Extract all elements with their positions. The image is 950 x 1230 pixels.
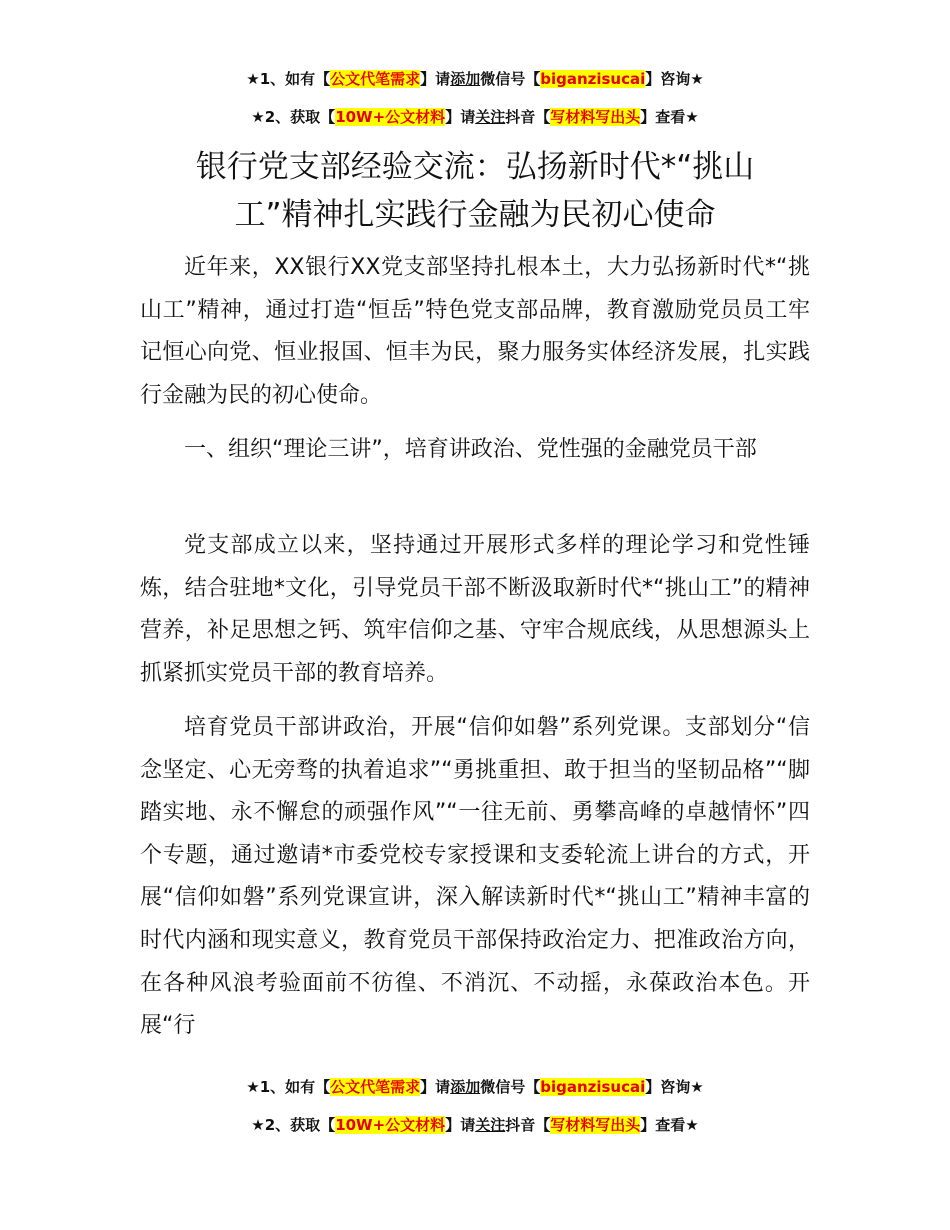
banner-underlined-text: 添加 [450,70,481,88]
banner-text: 微信号【 [480,70,541,88]
body-paragraph-2: 党支部成立以来，坚持通过开展形式多样的理论学习和党性锤炼，结合驻地*文化，引导党员干部不断汲取新时代*“挑山工”的精神营养，补足思想之钙、筑牢信仰之基、守牢合规底线，从思想源头上抓紧抓实党员干部的教育培养。 [140,533,810,686]
banner-text: 】查看★ [640,108,699,126]
banner-text: 】咨询★ [645,1078,704,1096]
banner-highlight: 公文代笔需求 [330,70,421,88]
banner-highlight: 写材料写出头 [550,1116,641,1134]
banner-text: 】请 [420,1078,451,1096]
banner-text: 抖音【 [505,1116,551,1134]
banner-text: 】查看★ [640,1116,699,1134]
banner-highlight: 写材料写出头 [550,108,641,126]
banner-text: ★1、如有【 [246,70,331,88]
header-banner-line-2 [0,106,950,128]
footer-banner-line-2 [0,1114,950,1136]
document-title [140,143,810,239]
banner-highlight: biganzisucai [540,1078,646,1096]
header-banner-line-1 [0,68,950,90]
banner-highlight: 公文代笔需求 [330,1078,421,1096]
document-title-line-2: 工”精神扎实践行金融为民初心使命 [234,197,716,233]
banner-underlined-text: 关注 [475,1116,506,1134]
banner-text: ★1、如有【 [246,1078,331,1096]
body-paragraph-3: 培育党员干部讲政治，开展“信仰如磐”系列党课。支部划分“信念坚定、心无旁骛的执着追求”“勇挑重担、敢于担当的坚韧品格”“脚踏实地、永不懈怠的顽强作风”“一往无前、勇攀高峰的卓越情怀”四个专题，通过邀请*市委党校专家授课和支委轮流上讲台的方式，开展“信仰如磐”系列党课宣讲，深入解读新时代*“挑山工”精神丰富的时代内涵和现实意义，教育党员干部保持政治定力、把准政治方向，在各种风浪考验面前不彷徨、不消沉、不动摇，永葆政治本色。开展“行 [140,715,810,1039]
banner-text: 】咨询★ [645,70,704,88]
banner-text: 】请 [445,1116,476,1134]
banner-highlight: 10W+公文材料 [335,1116,446,1134]
section-heading-1: 一、组织“理论三讲”，培育讲政治、党性强的金融党员干部 [184,437,757,462]
banner-text: 】请 [420,70,451,88]
banner-text: ★2、获取【 [251,108,336,126]
document-title-line-1: 银行党支部经验交流：弘扬新时代*“挑山 [195,149,755,185]
banner-text: 微信号【 [480,1078,541,1096]
banner-text: ★2、获取【 [251,1116,336,1134]
footer-banner-line-1 [0,1076,950,1098]
banner-highlight: biganzisucai [540,70,646,88]
banner-underlined-text: 关注 [475,108,506,126]
banner-highlight: 10W+公文材料 [335,108,446,126]
banner-text: 】请 [445,108,476,126]
banner-text: 抖音【 [505,108,551,126]
banner-underlined-text: 添加 [450,1078,481,1096]
body-paragraph-intro: 近年来，XX银行XX党支部坚持扎根本土，大力弘扬新时代*“挑山工”精神，通过打造“恒岳”特色党支部品牌，教育激励党员员工牢记恒心向党、恒业报国、恒丰为民，聚力服务实体经济发展，扎实践行金融为民的初心使命。 [140,255,810,408]
